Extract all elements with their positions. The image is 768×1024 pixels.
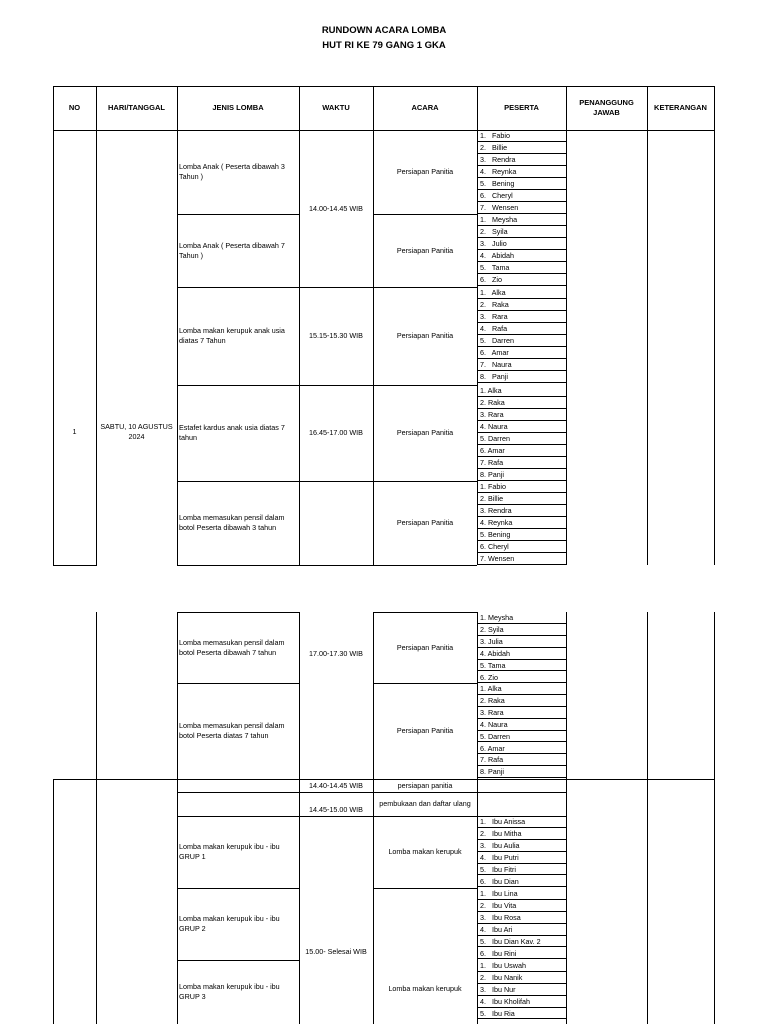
waktu-cell: 15.15-15.30 WIB: [309, 331, 363, 340]
peserta-item: 6. Ibu Dian: [478, 876, 566, 888]
peserta-item: 4. Ibu Ari: [478, 924, 566, 936]
peserta-item: 5. Ibu Dian Kav. 2: [478, 936, 566, 948]
header-acara: ACARA: [411, 103, 439, 112]
peserta-item: 2. Billie: [478, 142, 566, 154]
peserta-item: 6. Amar: [478, 743, 566, 755]
jenis-lomba-cell: Lomba makan kerupuk ibu - ibu GRUP 2: [179, 914, 280, 933]
peserta-item: 3. Ibu Rosa: [478, 912, 566, 924]
peserta-item: 3. Ibu Nur: [478, 984, 566, 996]
peserta-item: 2. Raka: [478, 299, 566, 311]
row-number: 1: [72, 427, 77, 436]
peserta-item: 1. Fabio: [478, 481, 566, 493]
peserta-item: 4. Reynka: [478, 166, 566, 178]
jenis-lomba-cell: Lomba memasukan pensil dalam botol Peserta dibawah 7 tahun: [179, 637, 285, 657]
peserta-item: 1. Ibu Uswah: [478, 960, 566, 972]
peserta-item: 5. Tama: [478, 660, 566, 672]
acara-cell: Persiapan Panitia: [396, 167, 454, 176]
peserta-item: 3. Rara: [478, 409, 566, 421]
header-hari-tanggal: HARI/TANGGAL: [108, 103, 165, 112]
peserta-item: 1. Alka: [478, 683, 566, 695]
peserta-item: 4. Reynka: [478, 517, 566, 529]
peserta-item: 2. Syila: [478, 624, 566, 636]
peserta-item: 8. Panji: [478, 371, 566, 383]
document-subtitle: HUT RI KE 79 GANG 1 GKA: [322, 40, 446, 51]
header-keterangan: KETERANGAN: [654, 103, 707, 112]
peserta-item: 5. Bening: [478, 178, 566, 190]
jenis-lomba-cell: Lomba Anak ( Peserta dibawah 3 Tahun ): [179, 162, 285, 181]
jenis-lomba-cell: Lomba Anak ( Peserta dibawah 7 Tahun ): [179, 240, 285, 260]
peserta-item: 7. Naura: [478, 359, 566, 371]
peserta-item: 6. Amar: [478, 347, 566, 359]
waktu-cell: 15.00- Selesai WIB: [305, 947, 367, 956]
peserta-item: 8. Panji: [478, 469, 566, 481]
waktu-cell: 14.45-15.00 WIB: [309, 804, 363, 814]
peserta-item: 2. Ibu Nanik: [478, 972, 566, 984]
peserta-item: 5. Ibu Fitri: [478, 864, 566, 876]
peserta-item: 4. Naura: [478, 719, 566, 731]
peserta-item: 7. Rafa: [478, 754, 566, 766]
peserta-item: 3. Ibu Aulia: [478, 840, 566, 852]
peserta-item: 6. Cheryl: [478, 541, 566, 553]
peserta-item: 4. Ibu Kholifah: [478, 996, 566, 1008]
jenis-lomba-cell: Lomba makan kerupuk ibu - ibu GRUP 3: [179, 982, 280, 1001]
document-title: RUNDOWN ACARA LOMBA: [321, 25, 447, 36]
peserta-item: 6. Zio: [478, 672, 566, 684]
peserta-item: 1. Fabio: [478, 130, 566, 142]
header-penanggung-jawab: PENANGGUNG JAWAB: [579, 98, 634, 117]
acara-cell: persiapan panitia: [397, 780, 453, 790]
peserta-item: 3. Julia: [478, 636, 566, 648]
header-waktu: WAKTU: [322, 103, 350, 112]
waktu-cell: 16.45-17.00 WIB: [309, 428, 363, 437]
peserta-item: 3. Rendra: [478, 154, 566, 166]
peserta-item: 4. Abidah: [478, 648, 566, 660]
peserta-item: 1. Meysha: [478, 214, 566, 226]
jenis-lomba-cell: Lomba makan kerupuk anak usia diatas 7 Tahun: [179, 326, 285, 345]
acara-cell: pembukaan dan daftar ulang: [379, 799, 471, 808]
jenis-lomba-cell: Lomba makan kerupuk ibu - ibu GRUP 1: [179, 842, 280, 861]
peserta-item: 6. Ibu Rini: [478, 948, 566, 960]
peserta-item: 6. Cheryl: [478, 190, 566, 202]
peserta-item: 4. Ibu Putri: [478, 852, 566, 864]
acara-cell: Persiapan Panitia: [396, 642, 454, 652]
header-peserta: PESERTA: [504, 103, 539, 112]
acara-cell: Persiapan Panitia: [396, 726, 454, 735]
jenis-lomba-cell: Lomba memasukan pensil dalam botol Peserta dibawah 3 tahun: [179, 513, 285, 532]
peserta-item: 2. Syila: [478, 226, 566, 238]
peserta-item: 3. Rara: [478, 707, 566, 719]
acara-cell: Persiapan Panitia: [396, 245, 454, 255]
jenis-lomba-cell: Lomba memasukan pensil dalam botol Peserta diatas 7 tahun: [179, 721, 285, 740]
peserta-item: 5. Darren: [478, 335, 566, 347]
peserta-item: 3. Rara: [478, 311, 566, 323]
row-date: SABTU, 10 AGUSTUS 2024: [100, 422, 173, 441]
peserta-item: 1. Alka: [478, 385, 566, 397]
peserta-item: 5. Tama: [478, 262, 566, 274]
acara-cell: Lomba makan kerupuk: [388, 847, 462, 856]
peserta-item: 1. Alka: [478, 287, 566, 299]
acara-cell: Persiapan Panitia: [396, 518, 454, 527]
acara-cell: Persiapan Panitia: [396, 331, 454, 340]
peserta-item: 3. Julio: [478, 238, 566, 250]
peserta-item: 4. Abidah: [478, 250, 566, 262]
peserta-item: 1. Ibu Anissa: [478, 816, 566, 828]
peserta-item: 2. Raka: [478, 397, 566, 409]
peserta-item: 7. Rafa: [478, 457, 566, 469]
peserta-item: 4. Rafa: [478, 323, 566, 335]
peserta-item: 5. Darren: [478, 433, 566, 445]
peserta-item: 5. Darren: [478, 731, 566, 743]
peserta-item: 6. Zio: [478, 274, 566, 286]
acara-cell: Persiapan Panitia: [396, 428, 454, 437]
waktu-cell: 17.00-17.30 WIB: [309, 649, 363, 658]
peserta-item: 8. Panji: [478, 766, 566, 778]
peserta-item: 3. Rendra: [478, 505, 566, 517]
peserta-item: 4. Naura: [478, 421, 566, 433]
peserta-item: 2. Ibu Mitha: [478, 828, 566, 840]
acara-cell: Lomba makan kerupuk: [388, 984, 462, 993]
peserta-item: 2. Raka: [478, 695, 566, 707]
peserta-item: 7. Wensen: [478, 202, 566, 214]
peserta-item: 5. Ibu Ria: [478, 1008, 566, 1020]
jenis-lomba-cell: Estafet kardus anak usia diatas 7 tahun: [179, 423, 285, 442]
header-no: NO: [68, 103, 81, 112]
peserta-item: 2. Ibu Vita: [478, 900, 566, 912]
peserta-item: 1. Ibu Lina: [478, 888, 566, 900]
header-jenis-lomba: JENIS LOMBA: [212, 103, 264, 112]
waktu-cell: 14.40-14.45 WIB: [309, 780, 363, 790]
peserta-item: 7. Wensen: [478, 553, 566, 565]
peserta-item: 5. Bening: [478, 529, 566, 541]
peserta-item: 6. Amar: [478, 445, 566, 457]
peserta-item: 1. Meysha: [478, 612, 566, 624]
waktu-cell: 14.00-14.45 WIB: [309, 203, 363, 213]
peserta-item: 2. Billie: [478, 493, 566, 505]
